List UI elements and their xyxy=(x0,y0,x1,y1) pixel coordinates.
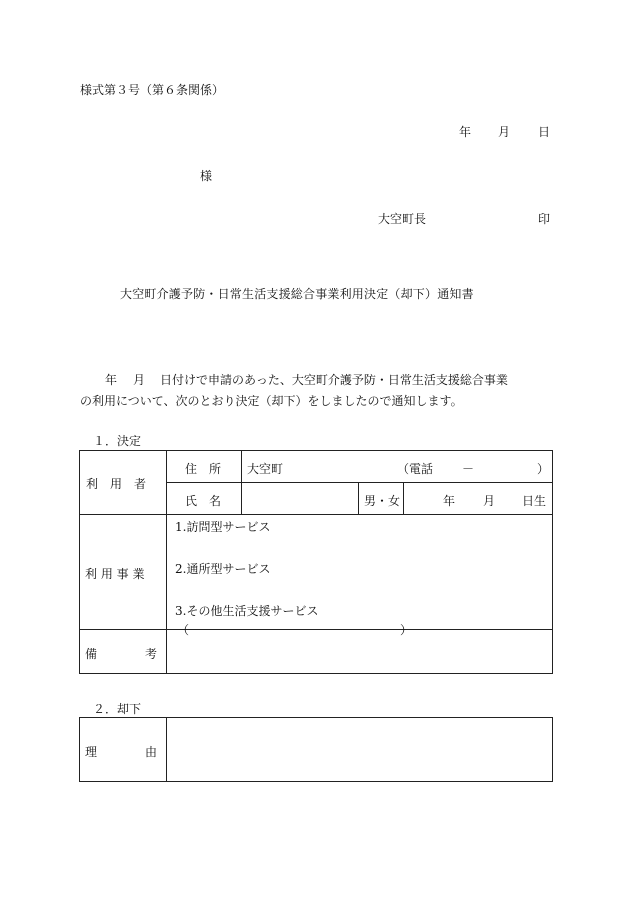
user-label-cell xyxy=(80,451,167,515)
phone-open: （電話 xyxy=(397,462,434,476)
section2-heading: ２．却下 xyxy=(93,702,142,716)
birth-year: 年 xyxy=(443,494,456,508)
issuer-title: 大空町長 xyxy=(378,212,427,226)
service-option-day: 2.通所型サービス xyxy=(175,562,271,576)
issuer-seal: 印 xyxy=(538,212,551,226)
remarks-label-cell xyxy=(80,630,167,674)
address-field[interactable] xyxy=(242,451,553,483)
user-label: 利 用 者 xyxy=(86,477,147,491)
service-label: 利 用 事 業 xyxy=(85,567,145,581)
phone-close: ） xyxy=(537,462,550,476)
document-title: 大空町介護予防・日常生活支援総合事業利用決定（却下）通知書 xyxy=(120,287,474,301)
section1-heading: １．決定 xyxy=(93,434,142,448)
reason-label: 理 由 xyxy=(85,745,158,759)
birth-suffix: 日生 xyxy=(522,494,547,508)
decision-table xyxy=(79,450,553,674)
remarks-field[interactable] xyxy=(167,630,553,674)
rejection-table xyxy=(79,717,553,782)
name-label: 氏 名 xyxy=(185,494,222,508)
service-option-other: 3.その他生活支援サービス xyxy=(175,604,319,618)
phone-dash: － xyxy=(462,462,475,476)
service-options[interactable] xyxy=(167,515,553,637)
service-label-cell xyxy=(80,515,167,630)
body-line2-text: の利用について、次のとおり決定（却下）をしましたので通知します。 xyxy=(80,394,463,408)
body-month: 月 xyxy=(133,373,146,387)
service-option-visit: 1.訪問型サービス xyxy=(175,520,271,534)
remarks-label: 備 考 xyxy=(85,647,158,661)
address-value: 大空町 xyxy=(247,462,284,476)
address-label: 住 所 xyxy=(185,462,222,476)
birthdate-field[interactable] xyxy=(404,483,553,515)
name-label-cell xyxy=(167,483,242,515)
date-year: 年 xyxy=(459,125,472,139)
reason-label-cell xyxy=(80,718,167,782)
gender-options: 男・女 xyxy=(364,494,401,508)
date-day: 日 xyxy=(538,125,551,139)
birth-month: 月 xyxy=(483,494,496,508)
addressee-suffix: 様 xyxy=(200,169,213,183)
gender-cell[interactable] xyxy=(359,483,404,515)
body-line1-text: 日付けで申請のあった、大空町介護予防・日常生活支援総合事業 xyxy=(160,373,508,387)
date-month: 月 xyxy=(498,125,511,139)
other-paren-open: （ xyxy=(177,623,190,637)
name-field[interactable] xyxy=(242,483,359,515)
other-paren-close: ） xyxy=(400,623,413,637)
address-label-cell xyxy=(167,451,242,483)
body-year: 年 xyxy=(105,373,118,387)
reason-field[interactable] xyxy=(167,718,553,782)
form-number: 様式第３号（第６条関係） xyxy=(80,83,225,97)
